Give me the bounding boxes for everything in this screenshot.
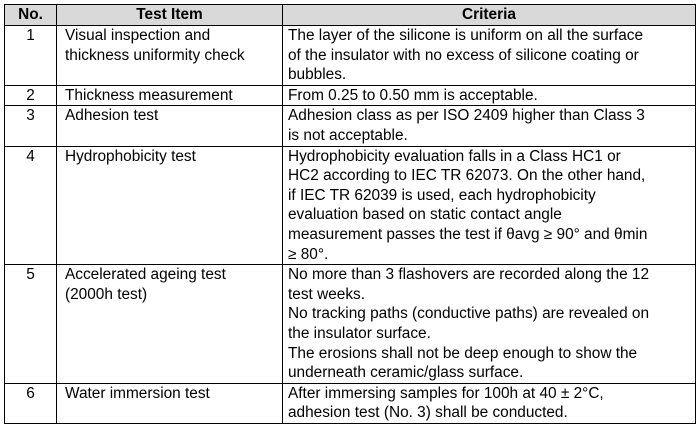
criteria-cell (283, 383, 696, 423)
test-item-text: (2000h test) (65, 285, 148, 303)
criteria-text: test weeks. (288, 285, 365, 303)
header-criteria: Criteria (283, 5, 696, 26)
criteria-text: From 0.25 to 0.50 mm is acceptable. (288, 86, 538, 104)
test-item-text: Visual inspection and (65, 27, 211, 44)
criteria-text: measurement passes the test if θavg ≥ 90° and θmin (288, 225, 648, 243)
header-no: No. (5, 5, 57, 26)
criteria-text: if IEC TR 62039 is used, each hydrophobicity (288, 186, 596, 204)
table-row (5, 383, 696, 423)
criteria-cell (283, 146, 696, 265)
criteria-cell (283, 265, 696, 384)
test-item-cell (57, 106, 283, 146)
table-row (5, 26, 696, 86)
test-criteria-table (4, 4, 696, 424)
test-item-cell (57, 146, 283, 265)
test-item-text: Adhesion test (65, 107, 159, 125)
table-body (5, 26, 696, 424)
criteria-text: Adhesion class as per ISO 2409 higher than Class 3 (288, 107, 645, 125)
criteria-text: the insulator surface. (288, 324, 431, 342)
criteria-text: ≥ 80°. (288, 245, 329, 263)
test-item-cell (57, 85, 283, 106)
test-item-text: Hydrophobicity test (65, 147, 196, 165)
row-number: 5 (5, 265, 57, 384)
test-item-text: Water immersion test (65, 384, 210, 402)
criteria-text: is not acceptable. (288, 126, 408, 144)
criteria-text: evaluation based on static contact angle (288, 206, 562, 224)
row-number: 3 (5, 106, 57, 146)
header-test-item: Test Item (57, 5, 283, 26)
criteria-text: No more than 3 flashovers are recorded along the 12 (288, 266, 650, 284)
criteria-text: The layer of the silicone is uniform on all the surface (288, 27, 644, 44)
test-item-cell (57, 26, 283, 86)
table-row (5, 85, 696, 106)
test-item-text: Accelerated ageing test (65, 266, 226, 284)
table-row (5, 106, 696, 146)
criteria-text: The erosions shall not be deep enough to show the (288, 344, 638, 362)
table-row (5, 265, 696, 384)
criteria-cell (283, 106, 696, 146)
criteria-cell (283, 26, 696, 86)
test-item-text: Thickness measurement (65, 86, 233, 104)
row-number: 1 (5, 26, 57, 86)
row-number: 2 (5, 85, 57, 106)
criteria-text: of the insulator with no excess of silicone coating or (288, 46, 639, 64)
criteria-text: HC2 according to IEC TR 62073. On the other hand, (288, 167, 646, 185)
test-item-cell (57, 265, 283, 384)
criteria-text: After immersing samples for 100h at 40 ± 2°C, (288, 384, 604, 402)
row-number: 4 (5, 146, 57, 265)
criteria-text: Hydrophobicity evaluation falls in a Class HC1 or (288, 147, 621, 165)
criteria-cell (283, 85, 696, 106)
criteria-text: No tracking paths (conductive paths) are revealed on (288, 305, 650, 323)
criteria-text: underneath ceramic/glass surface. (288, 364, 524, 382)
row-number: 6 (5, 383, 57, 423)
test-item-text: thickness uniformity check (65, 46, 245, 64)
table-header-row (5, 5, 696, 26)
test-item-cell (57, 383, 283, 423)
criteria-text: adhesion test (No. 3) shall be conducted. (288, 404, 568, 422)
criteria-text: bubbles. (288, 66, 347, 84)
table-row (5, 146, 696, 265)
